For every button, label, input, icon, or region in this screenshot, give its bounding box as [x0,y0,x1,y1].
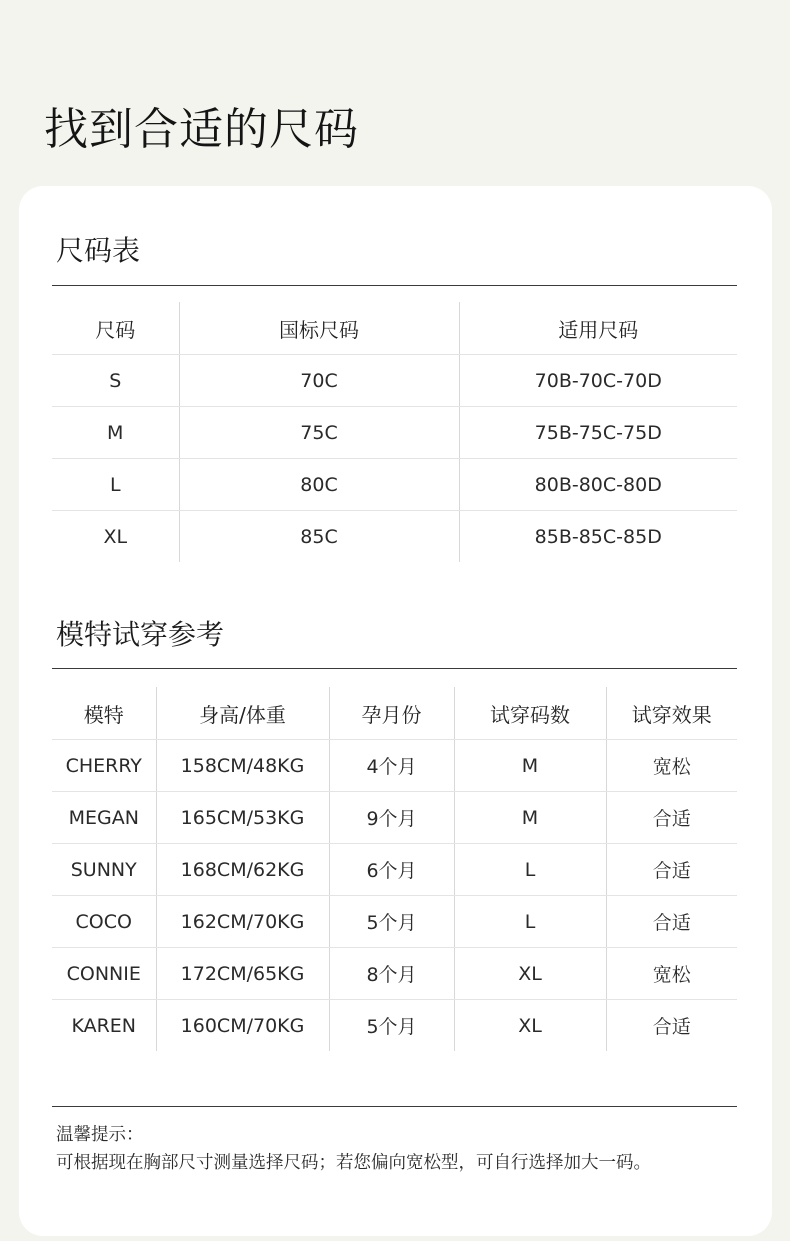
pregnancy-month-cell: 9个月 [329,792,454,844]
pregnancy-month-cell: 4个月 [329,740,454,792]
header-fit-size: 适用尺码 [459,302,737,355]
model-name-cell: CONNIE [52,948,156,1000]
fit-size-cell: 85B-85C-85D [459,511,737,563]
height-weight-cell: 165CM/53KG [156,792,329,844]
pregnancy-month-cell: 8个月 [329,948,454,1000]
table-row [52,511,737,563]
page-title: 找到合适的尺码 [44,104,359,155]
size-cell: S [52,355,179,407]
model-reference-divider [52,668,737,669]
model-name-cell: COCO [52,896,156,948]
tip-text: 可根据现在胸部尺寸测量选择尺码；若您偏向宽松型，可自行选择加大一码。 [56,1153,651,1173]
size-chart-table [52,302,737,562]
table-row [52,355,737,407]
height-weight-cell: 158CM/48KG [156,740,329,792]
table-row [52,740,737,792]
size-chart-header-row [52,302,737,355]
tried-size-cell: XL [454,948,606,1000]
tip-label: 温馨提示： [56,1125,144,1145]
fit-size-cell: 75B-75C-75D [459,407,737,459]
model-name-cell: CHERRY [52,740,156,792]
national-size-cell: 80C [179,459,459,511]
header-size: 尺码 [52,302,179,355]
national-size-cell: 70C [179,355,459,407]
tried-size-cell: M [454,792,606,844]
model-name-cell: KAREN [71,1014,137,1037]
model-reference-title: 模特试穿参考 [56,618,225,651]
tried-size-cell: XL [454,1000,606,1052]
table-row [52,1000,737,1052]
height-weight-cell: 172CM/65KG [156,948,329,1000]
table-row [52,792,737,844]
fit-effect-cell: 宽松 [606,948,737,1000]
fit-size-cell: 80B-80C-80D [459,459,737,511]
header-national-size: 国标尺码 [179,302,459,355]
fit-size-cell: 70B-70C-70D [459,355,737,407]
header-pregnancy-month: 孕月份 [329,687,454,740]
table-row [52,844,737,896]
national-size-cell: 85C [179,511,459,563]
tried-size-cell: L [454,896,606,948]
size-card [19,186,772,1236]
table-row [52,948,737,1000]
height-weight-cell: 160CM/70KG [156,1000,329,1052]
table-row [52,459,737,511]
fit-effect-cell: 合适 [606,792,737,844]
header-fit-effect: 试穿效果 [606,687,737,740]
model-reference-table [52,687,737,1051]
tried-size-cell: M [454,740,606,792]
header-model: 模特 [52,687,156,740]
model-header-row [52,687,737,740]
size-cell: L [52,459,179,511]
pregnancy-month-cell: 5个月 [329,896,454,948]
pregnancy-month-cell: 6个月 [329,844,454,896]
table-row [52,407,737,459]
size-cell: M [52,407,179,459]
tip-divider [52,1106,737,1107]
fit-effect-cell: 合适 [606,844,737,896]
height-weight-cell: 168CM/62KG [156,844,329,896]
fit-effect-cell: 宽松 [606,740,737,792]
size-chart-title: 尺码表 [56,234,141,267]
model-name-cell: SUNNY [52,844,156,896]
tried-size-cell: L [454,844,606,896]
header-height-weight: 身高/体重 [156,687,329,740]
model-name-cell: MEGAN [52,792,156,844]
pregnancy-month-cell: 5个月 [329,1000,454,1052]
national-size-cell: 75C [179,407,459,459]
height-weight-cell: 162CM/70KG [156,896,329,948]
size-chart-divider [52,285,737,286]
size-cell: XL [103,525,128,548]
table-row [52,896,737,948]
fit-effect-cell: 合适 [606,896,737,948]
header-tried-size: 试穿码数 [454,687,606,740]
fit-effect-cell: 合适 [606,1000,737,1052]
